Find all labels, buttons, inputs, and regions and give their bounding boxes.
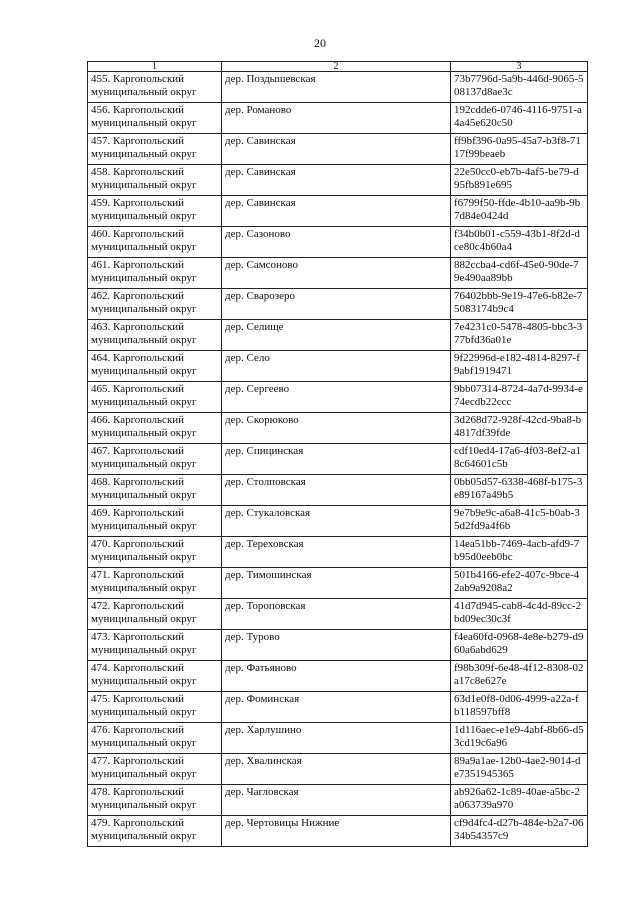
settlement-cell: дер. Фатьяново [222, 661, 451, 692]
settlement-cell: дер. Чагловская [222, 785, 451, 816]
id-cell: f34b0b01-c559-43b1-8f2d-dce80c4b60a4 [451, 227, 588, 258]
table-row [88, 785, 588, 816]
settlement-cell: дер. Самсоново [222, 258, 451, 289]
id-cell: 14ea51bb-7469-4acb-afd9-7b95d0eeb0bc [451, 537, 588, 568]
settlement-cell: дер. Столповская [222, 475, 451, 506]
district-cell: 461. Каргопольский муниципальный округ [88, 258, 222, 289]
id-cell: f98b309f-6e48-4f12-8308-02a17c8e627e [451, 661, 588, 692]
settlement-cell: дер. Стукаловская [222, 506, 451, 537]
id-cell: 7e4231c0-5478-4805-bbc3-377bfd36a01e [451, 320, 588, 351]
table-header-row [88, 62, 588, 72]
settlement-cell: дер. Сварозеро [222, 289, 451, 320]
id-cell: ab926a62-1c89-40ae-a5bc-2a063739a970 [451, 785, 588, 816]
id-cell: 89a9a1ae-12b0-4ae2-9014-de7351945365 [451, 754, 588, 785]
id-cell: cdf10ed4-17a6-4f03-8ef2-a18c64601c5b [451, 444, 588, 475]
id-cell: 9bb07314-8724-4a7d-9934-e74ecdb22ccc [451, 382, 588, 413]
district-cell: 463. Каргопольский муниципальный округ [88, 320, 222, 351]
table-row [88, 382, 588, 413]
settlement-cell: дер. Спицинская [222, 444, 451, 475]
id-cell: 73b7796d-5a9b-446d-9065-508137d8ae3c [451, 72, 588, 103]
district-cell: 464. Каргопольский муниципальный округ [88, 351, 222, 382]
table-row [88, 630, 588, 661]
settlement-cell: дер. Сазоново [222, 227, 451, 258]
settlement-cell: дер. Савинская [222, 134, 451, 165]
id-cell: f6799f50-ffde-4b10-aa9b-9b7d84e0424d [451, 196, 588, 227]
table-row [88, 196, 588, 227]
table-row [88, 351, 588, 382]
settlement-cell: дер. Скорюково [222, 413, 451, 444]
column-header: 3 [451, 62, 588, 72]
column-header: 2 [222, 62, 451, 72]
district-cell: 468. Каргопольский муниципальный округ [88, 475, 222, 506]
district-cell: 479. Каргопольский муниципальный округ [88, 816, 222, 847]
district-cell: 455. Каргопольский муниципальный округ [88, 72, 222, 103]
settlement-cell: дер. Савинская [222, 196, 451, 227]
id-cell: 9f22996d-e182-4814-8297-f9abf1919471 [451, 351, 588, 382]
district-cell: 466. Каргопольский муниципальный округ [88, 413, 222, 444]
table-row [88, 413, 588, 444]
settlement-cell: дер. Тереховская [222, 537, 451, 568]
district-cell: 462. Каргопольский муниципальный округ [88, 289, 222, 320]
settlement-cell: дер. Поздышевская [222, 72, 451, 103]
settlement-cell: дер. Фоминская [222, 692, 451, 723]
registry-table [87, 61, 588, 847]
district-cell: 469. Каргопольский муниципальный округ [88, 506, 222, 537]
id-cell: 76402bbb-9e19-47e6-b82e-75083174b9c4 [451, 289, 588, 320]
district-cell: 457. Каргопольский муниципальный округ [88, 134, 222, 165]
id-cell: 192cdde6-0746-4116-9751-a4a45e620c50 [451, 103, 588, 134]
district-cell: 458. Каргопольский муниципальный округ [88, 165, 222, 196]
settlement-cell: дер. Сергеево [222, 382, 451, 413]
table-row [88, 258, 588, 289]
district-cell: 478. Каргопольский муниципальный округ [88, 785, 222, 816]
id-cell: 501b4166-efe2-407c-9bce-42ab9a9208a2 [451, 568, 588, 599]
settlement-cell: дер. Тороповская [222, 599, 451, 630]
id-cell: 22e50cc0-eb7b-4af5-be79-d95fb891e695 [451, 165, 588, 196]
settlement-cell: дер. Хвалинская [222, 754, 451, 785]
table-row [88, 568, 588, 599]
id-cell: 63d1e0f8-0d06-4999-a22a-fb118597bff8 [451, 692, 588, 723]
id-cell: cf9d4fc4-d27b-484e-b2a7-0634b54357c9 [451, 816, 588, 847]
table-row [88, 475, 588, 506]
id-cell: 9e7b9e9c-a6a8-41c5-b0ab-35d2fd9a4f6b [451, 506, 588, 537]
district-cell: 467. Каргопольский муниципальный округ [88, 444, 222, 475]
table-row [88, 320, 588, 351]
district-cell: 459. Каргопольский муниципальный округ [88, 196, 222, 227]
district-cell: 475. Каргопольский муниципальный округ [88, 692, 222, 723]
district-cell: 476. Каргопольский муниципальный округ [88, 723, 222, 754]
column-header: 1 [88, 62, 222, 72]
settlement-cell: дер. Турово [222, 630, 451, 661]
table-row [88, 134, 588, 165]
id-cell: 3d268d72-928f-42cd-9ba8-b4817df39fde [451, 413, 588, 444]
district-cell: 470. Каргопольский муниципальный округ [88, 537, 222, 568]
district-cell: 460. Каргопольский муниципальный округ [88, 227, 222, 258]
table-row [88, 723, 588, 754]
settlement-cell: дер. Чертовицы Нижние [222, 816, 451, 847]
id-cell: 41d7d945-cab8-4c4d-89cc-2bd09ec30c3f [451, 599, 588, 630]
table-row [88, 537, 588, 568]
table-row [88, 289, 588, 320]
table-row [88, 72, 588, 103]
district-cell: 456. Каргопольский муниципальный округ [88, 103, 222, 134]
table-row [88, 754, 588, 785]
id-cell: 1d116aec-e1e9-4abf-8b66-d53cd19c6a96 [451, 723, 588, 754]
id-cell: 882ccba4-cd6f-45e0-90de-79e490aa89bb [451, 258, 588, 289]
settlement-cell: дер. Савинская [222, 165, 451, 196]
table-row [88, 599, 588, 630]
table-row [88, 692, 588, 723]
district-cell: 465. Каргопольский муниципальный округ [88, 382, 222, 413]
table-row [88, 816, 588, 847]
table-row [88, 444, 588, 475]
settlement-cell: дер. Тимошинская [222, 568, 451, 599]
table-row [88, 165, 588, 196]
district-cell: 477. Каргопольский муниципальный округ [88, 754, 222, 785]
table-row [88, 661, 588, 692]
table-row [88, 506, 588, 537]
page-number: 20 [314, 36, 326, 50]
district-cell: 472. Каргопольский муниципальный округ [88, 599, 222, 630]
district-cell: 471. Каргопольский муниципальный округ [88, 568, 222, 599]
district-cell: 474. Каргопольский муниципальный округ [88, 661, 222, 692]
id-cell: 0bb05d57-6338-468f-b175-3e89167a49b5 [451, 475, 588, 506]
settlement-cell: дер. Харлушино [222, 723, 451, 754]
settlement-cell: дер. Селище [222, 320, 451, 351]
table-row [88, 103, 588, 134]
district-cell: 473. Каргопольский муниципальный округ [88, 630, 222, 661]
settlement-cell: дер. Романово [222, 103, 451, 134]
table-row [88, 227, 588, 258]
id-cell: ff9bf396-0a95-45a7-b3f8-7117f99beaeb [451, 134, 588, 165]
settlement-cell: дер. Село [222, 351, 451, 382]
id-cell: f4ea60fd-0968-4e8e-b279-d960a6abd629 [451, 630, 588, 661]
